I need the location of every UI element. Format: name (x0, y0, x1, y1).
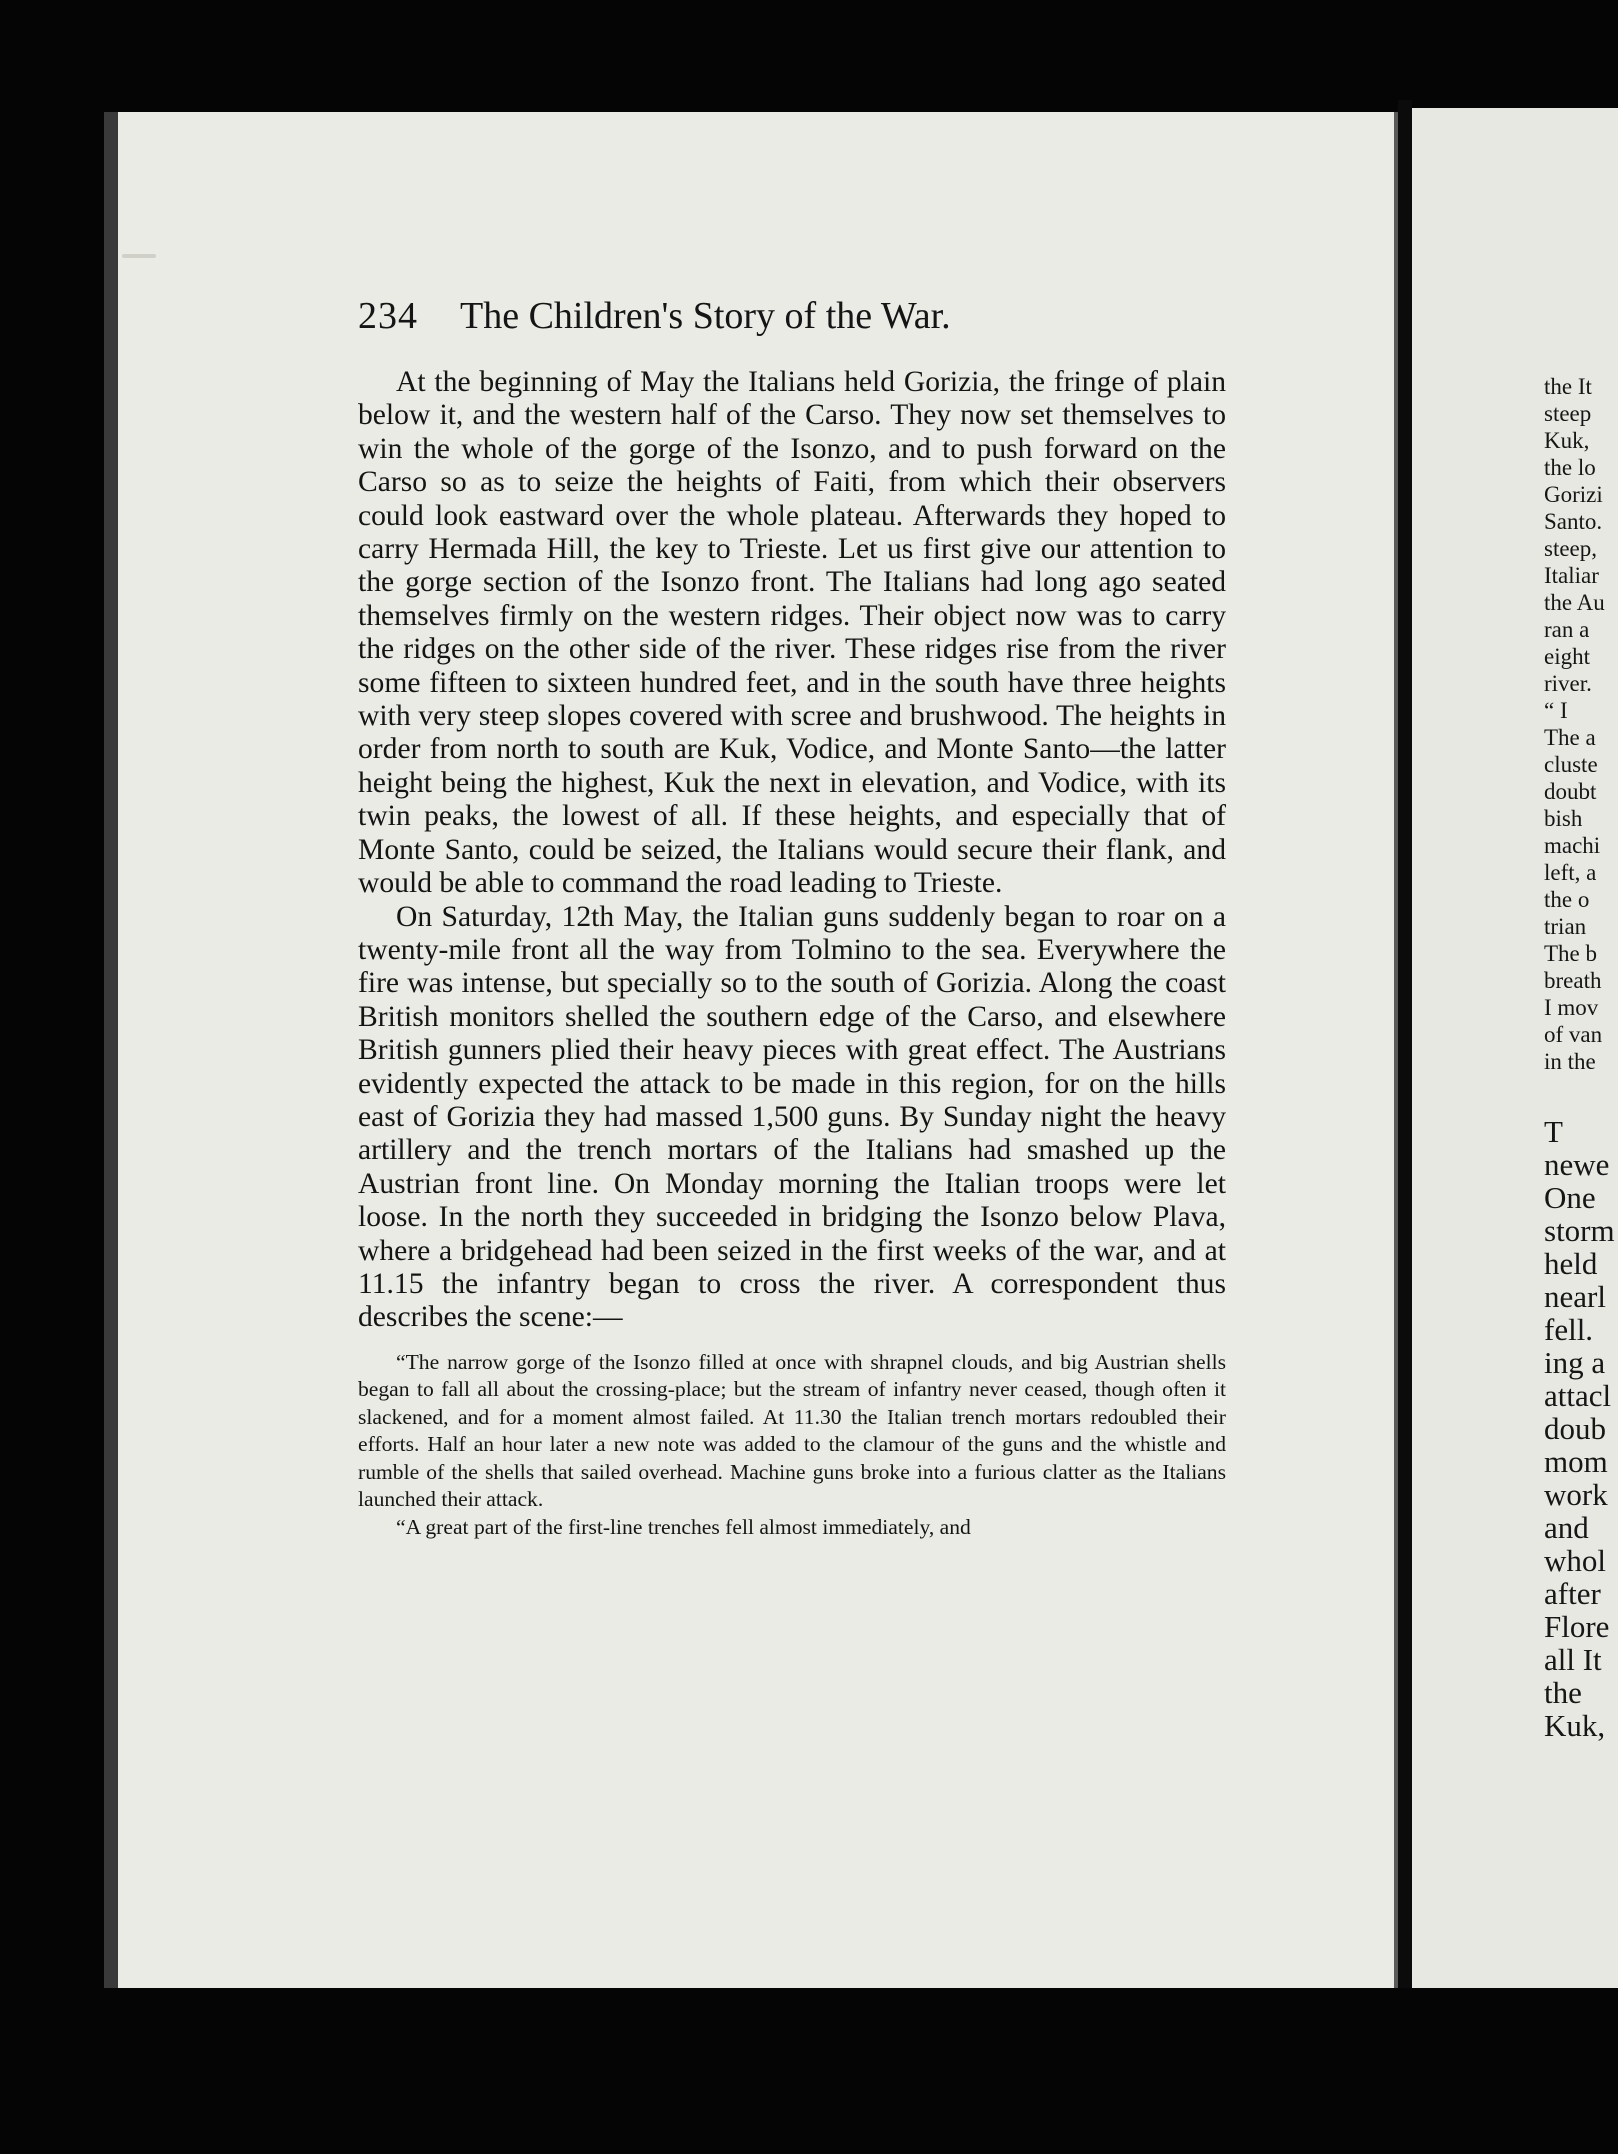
right-line: in the (1544, 1049, 1596, 1074)
right-line: newe (1544, 1147, 1610, 1182)
right-line: ing a (1544, 1345, 1606, 1380)
right-line: doub (1544, 1411, 1606, 1446)
right-line: I mov (1544, 995, 1599, 1020)
margin-mark (122, 254, 156, 258)
right-line: left, a (1544, 860, 1597, 885)
main-text (358, 366, 1226, 1541)
right-line: attacl (1544, 1378, 1612, 1413)
right-line: storm (1544, 1213, 1615, 1248)
right-line: Italiar (1544, 563, 1599, 588)
quote-paragraph: “The narrow gorge of the Isonzo filled at once with shrapnel clouds, and big Austrian shells began to fall all about the crossing-place; but the stream of infantry never ceased, though often it slackened, and for a moment almost failed. At 11.30 the Italian trench mortars redoubled their efforts. Half an hour later a new note was added to the clamour of the guns and the whistle and rumble of the shells that sailed overhead. Machine guns broke into a furious clatter as the Italians launched their attack. (358, 1349, 1226, 1512)
right-line: the It (1544, 374, 1592, 399)
right-line: all It (1544, 1642, 1602, 1677)
right-line: Kuk, (1544, 1708, 1606, 1743)
right-page-text (1412, 108, 1618, 2058)
right-line: doubt (1544, 779, 1597, 804)
right-line: steep, (1544, 536, 1598, 561)
running-title: The Children's Story of the War. (460, 295, 951, 337)
quote-paragraph: “A great part of the first-line trenches fell almost immediately, and (396, 1514, 971, 1539)
right-line: whol (1544, 1543, 1606, 1578)
right-line: The a (1544, 725, 1596, 750)
right-line: the o (1544, 887, 1590, 912)
right-line: The b (1544, 941, 1598, 966)
right-line: nearl (1544, 1279, 1606, 1314)
right-line: cluste (1544, 752, 1598, 777)
right-line: bish (1544, 806, 1583, 831)
right-line: ran a (1544, 617, 1590, 642)
paragraph: On Saturday, 12th May, the Italian guns suddenly began to roar on a twenty-mile front all the way from Tolmino to the sea. Everywhere the fire was intense, but specially so to the south of Gorizia. Along the coast British monitors shelled the southern edge of the Carso, and elsewhere British gunners plied their heavy pieces with great effect. The Austrians evidently expected the attack to be made in this region, for on the hills east of Gorizia they had massed 1,500 guns. By Sunday night the heavy artillery and the trench mortars of the Italians had smashed up the Austrian front line. On Monday morning the Italian troops were let loose. In the north they succeeded in bridging the Isonzo below Plava, where a bridgehead had been seized in the first weeks of the war, and at 11.15 the infantry began to cross the river. A correspondent thus describes the scene:— (358, 900, 1226, 1334)
right-line: T (1544, 1114, 1563, 1149)
scan-border (0, 1988, 1618, 2154)
right-line: the (1544, 1675, 1582, 1710)
right-line: fell. (1544, 1312, 1594, 1347)
right-line: trian (1544, 914, 1587, 939)
paragraph: At the beginning of May the Italians held Gorizia, the fringe of plain below it, and the western half of the Carso. They now set themselves to win the whole of the gorge of the Isonzo, and to push forward on the Carso so as to seize the heights of Faiti, from which their observers could look eastward over the whole plateau. Afterwards they hoped to carry Hermada Hill, the key to Trieste. Let us first give our attention to the gorge section of the Isonzo front. The Italians had long ago seated themselves firmly on the western ridges. Their object now was to carry the ridges on the other side of the river. These ridges rise from the river some fifteen to sixteen hundred feet, and in the south have three heights with very steep slopes covered with scree and brushwood. The heights in order from north to south are Kuk, Vodice, and Monte Santo—the latter height being the highest, Kuk the next in elevation, and Vodice, with its twin peaks, the lowest of all. If these heights, and especially that of Monte Santo, could be seized, the Italians would secure their flank, and would be able to command the road leading to Trieste. (358, 366, 1226, 900)
right-line: the lo (1544, 455, 1596, 480)
right-line: eight (1544, 644, 1590, 669)
right-line: Kuk, (1544, 428, 1590, 453)
right-line: Santo. (1544, 509, 1603, 534)
right-line: the Au (1544, 590, 1605, 615)
block-quote (358, 1349, 1226, 1542)
right-line: after (1544, 1576, 1601, 1611)
right-line: One (1544, 1180, 1596, 1215)
right-line: Flore (1544, 1609, 1610, 1644)
right-line: “ I (1544, 698, 1568, 723)
running-header (358, 294, 1238, 338)
right-line: mom (1544, 1444, 1608, 1479)
right-line: held (1544, 1246, 1598, 1281)
right-line: and (1544, 1510, 1589, 1545)
page-gutter (1398, 100, 1412, 2090)
right-line: Gorizi (1544, 482, 1603, 507)
right-line: river. (1544, 671, 1592, 696)
right-line: machi (1544, 833, 1601, 858)
page-number: 234 (358, 295, 418, 337)
right-line: breath (1544, 968, 1602, 993)
right-line: of van (1544, 1022, 1603, 1047)
right-line: work (1544, 1477, 1608, 1512)
right-page (1412, 108, 1618, 2058)
right-line: steep (1544, 401, 1592, 426)
